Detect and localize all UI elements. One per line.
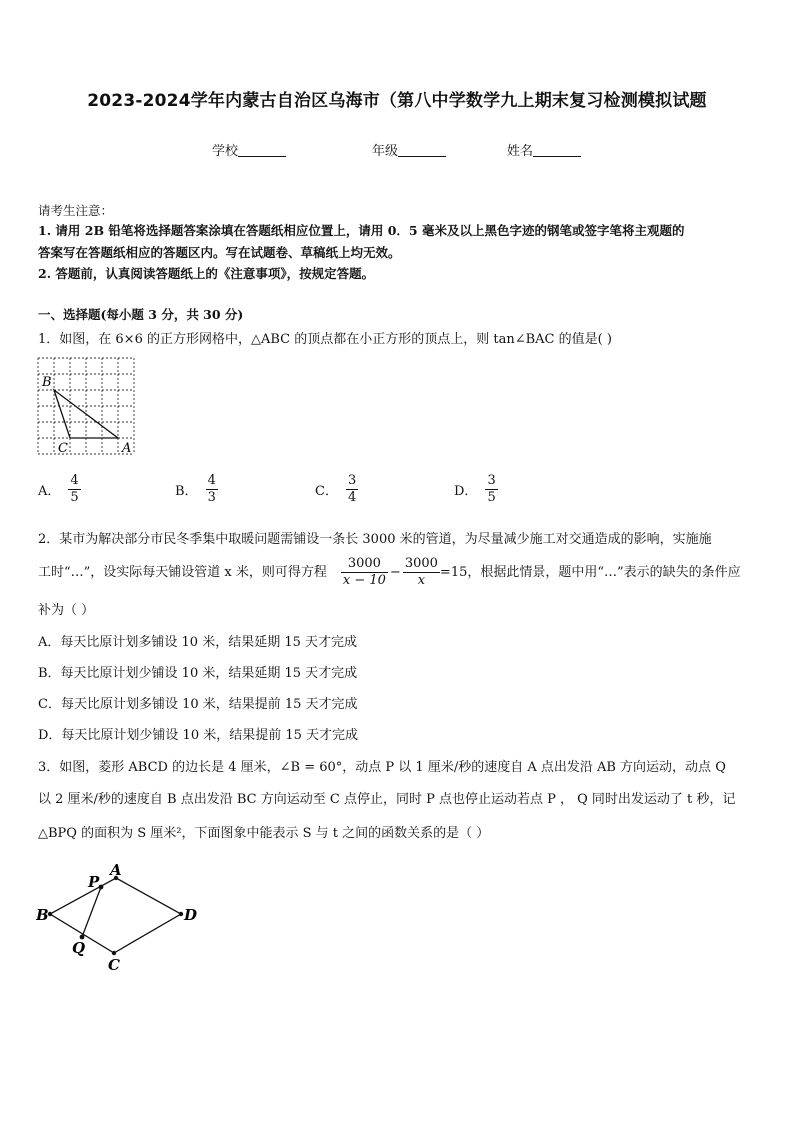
notice-line-1b: 答案写在答题纸相应的答题区内。写在试题卷、草稿纸上均无效。 — [38, 245, 401, 260]
notice-line-2: 2. 答题前，认真阅读答题纸上的《注意事项》，按规定答题。 — [38, 266, 375, 281]
point-d — [179, 912, 183, 916]
question-3-rhombus-figure — [36, 858, 206, 976]
option-label: D． — [454, 484, 478, 499]
question-2-line-2 — [38, 556, 741, 589]
name-blank[interactable] — [533, 144, 581, 157]
option-label: B． — [175, 484, 198, 499]
question-2-text-a: 工时“…”，设实际每天铺设管道 x 米，则可得方程 — [38, 564, 327, 580]
question-1-text: 1．如图，在 6×6 的正方形网格中，△ABC 的顶点都在小正方形的顶点上，则 tan∠BAC 的值是( ) — [38, 332, 612, 347]
option-fraction: $\frac{3}{5}$ — [487, 473, 496, 505]
notice-heading: 请考生注意： — [38, 203, 114, 218]
option-label: A． — [38, 484, 61, 499]
school-blank[interactable] — [238, 144, 286, 157]
equation-fraction-2: $\frac{3000}{x}$ — [404, 556, 438, 588]
question-2-option-c[interactable]: C．每天比原计划多铺设 10 米，结果提前 15 天才完成 — [38, 697, 358, 712]
grade-field[interactable] — [372, 140, 446, 159]
equation-fraction-1: $\frac{3000}{x - 10}$ — [342, 556, 386, 588]
option-fraction: $\frac{4}{5}$ — [70, 473, 79, 505]
label-c: C — [108, 956, 120, 974]
notice-line-1: 1. 请用 2B 铅笔将选择题答案涂填在答题纸相应位置上，请用 0．5 毫米及以上黑色字迹的钢笔或签字笔将主观题的 — [38, 223, 685, 238]
equation-minus: − — [389, 564, 401, 580]
question-2-option-d[interactable]: D．每天比原计划少铺设 10 米，结果提前 15 天才完成 — [38, 728, 359, 743]
question-2-text-b: =15，根据此情景，题中用“…”表示的缺失的条件应 — [439, 564, 741, 580]
question-3-line-2: 以 2 厘米/秒的速度自 B 点出发沿 BC 方向运动至 C 点停止，同时 P 点也停止运动若点 P ， Q 同时出发运动了 t 秒，记 — [38, 792, 736, 807]
question-2-line-3: 补为（ ） — [38, 603, 95, 618]
question-3-line-1: 3．如图，菱形 ABCD 的边长是 4 厘米，∠B = 60°，动点 P 以 1 厘米/秒的速度自 A 点出发沿 AB 方向运动，动点 Q — [38, 760, 726, 775]
school-label: 学校 — [212, 144, 239, 159]
name-label: 姓名 — [507, 144, 534, 159]
label-d: D — [184, 906, 198, 924]
point-p — [99, 885, 104, 890]
question-1-grid-figure — [36, 356, 140, 460]
option-fraction: $\frac{4}{3}$ — [207, 473, 216, 505]
question-2-option-a[interactable]: A．每天比原计划多铺设 10 米，结果延期 15 天才完成 — [38, 635, 358, 650]
grade-blank[interactable] — [398, 144, 446, 157]
label-b: B — [36, 906, 49, 924]
question-2-line-1: 2．某市为解决部分市民冬季集中取暖问题需铺设一条长 3000 米的管道，为尽量减少施工对交通造成的影响，实施施 — [38, 532, 712, 547]
question-1-option-a[interactable] — [38, 473, 81, 506]
grade-label: 年级 — [372, 144, 399, 159]
point-c — [112, 951, 116, 955]
school-field[interactable] — [212, 140, 286, 159]
option-fraction: $\frac{3}{4}$ — [347, 473, 357, 505]
vertex-label-b: B — [42, 375, 52, 390]
question-1-option-b[interactable] — [175, 473, 218, 506]
page-title: 2023-2024学年内蒙古自治区乌海市（第八中学数学九上期末复习检测模拟试题 — [87, 91, 707, 111]
section-heading: 一、选择题(每小题 3 分，共 30 分) — [38, 307, 244, 322]
rhombus-abcd — [50, 878, 181, 953]
option-label: C． — [315, 484, 338, 499]
vertex-label-a: A — [122, 441, 132, 456]
question-3-line-3: △BPQ 的面积为 S 厘米²，下面图象中能表示 S 与 t 之间的函数关系的是（ ） — [38, 826, 490, 841]
vertex-label-c: C — [58, 441, 68, 456]
question-2-option-b[interactable]: B．每天比原计划少铺设 10 米，结果延期 15 天才完成 — [38, 666, 358, 681]
label-p: P — [88, 873, 100, 891]
question-1-option-d[interactable] — [454, 473, 498, 506]
label-q: Q — [72, 939, 86, 957]
name-field[interactable] — [507, 140, 581, 159]
label-a: A — [110, 861, 122, 879]
question-1-option-c[interactable] — [315, 473, 358, 506]
